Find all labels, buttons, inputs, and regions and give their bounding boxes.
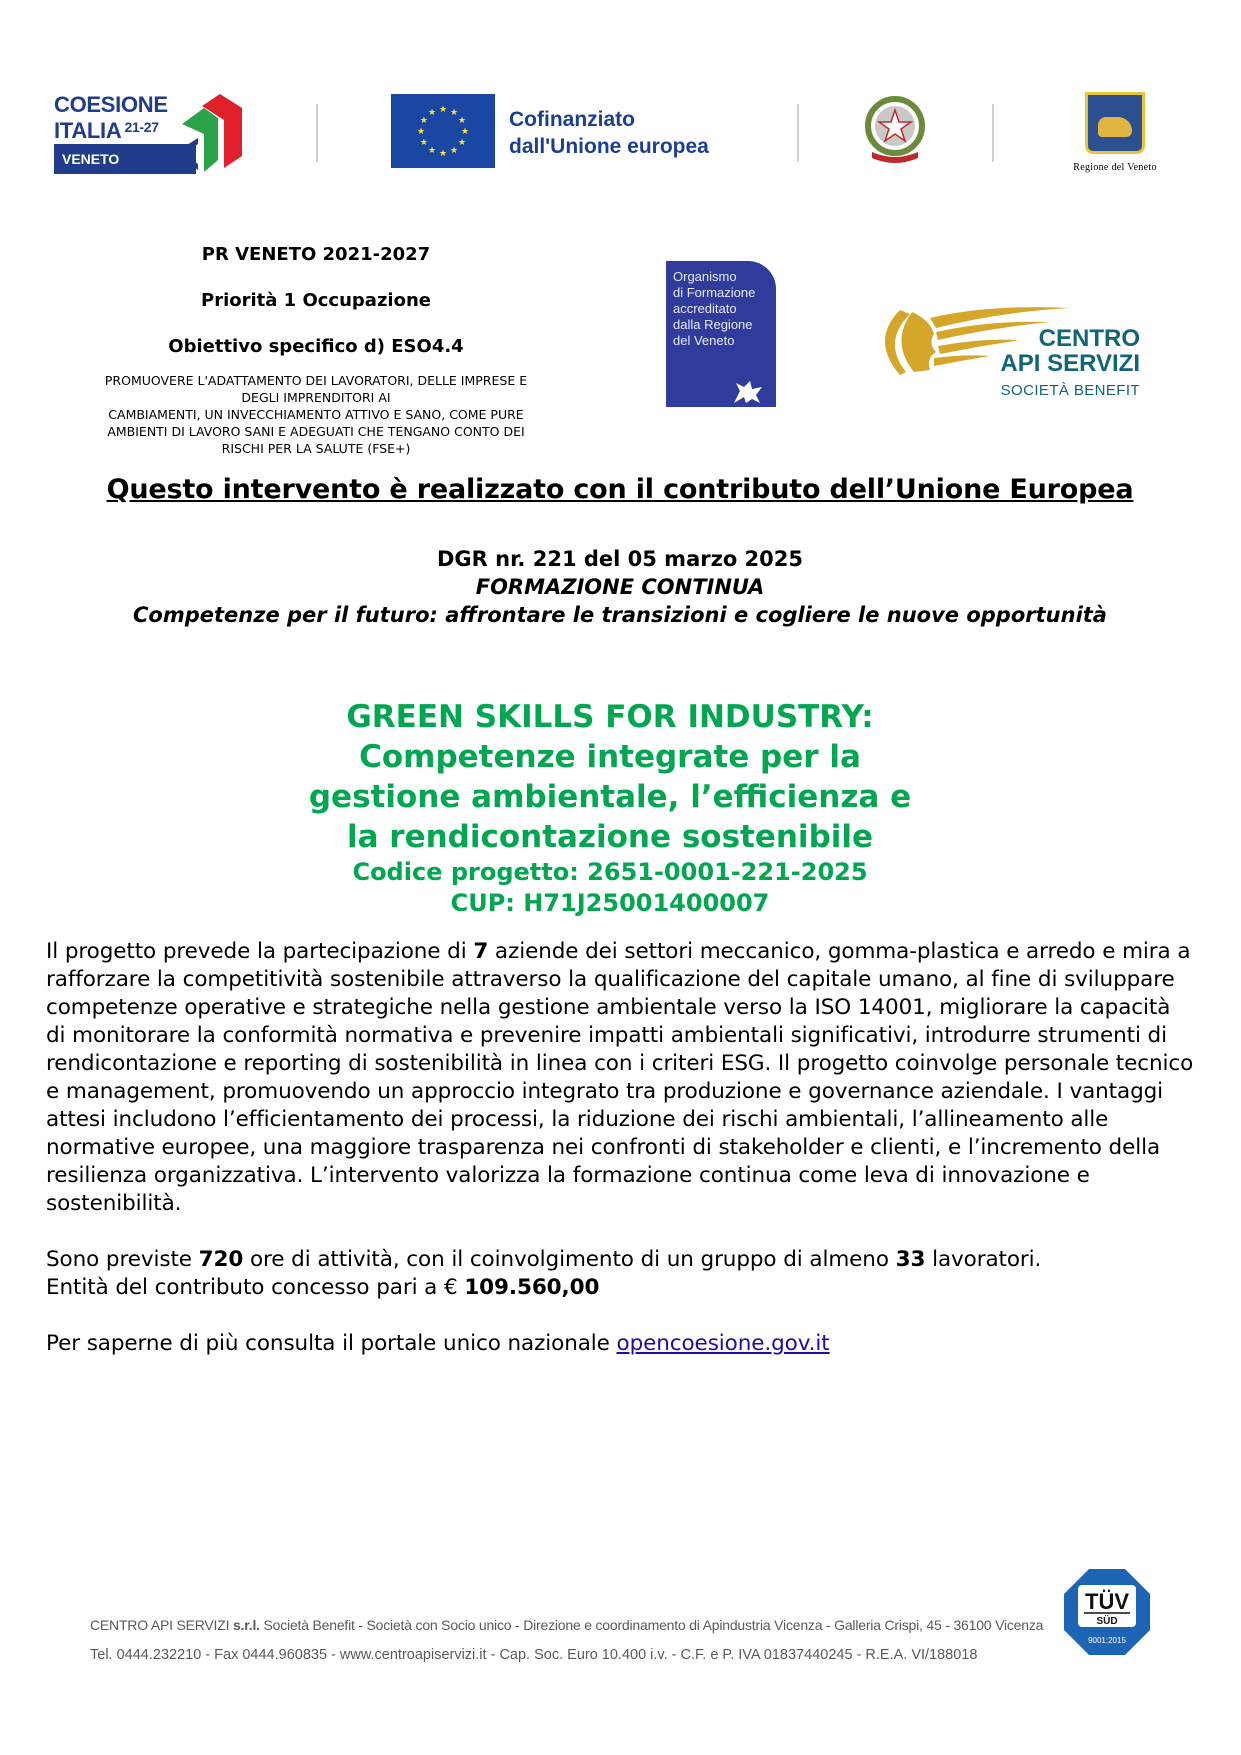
footer-company-line: CENTRO API SERVIZI s.r.l. Società Benefit - Società con Socio unico - Direzione e coordinamento di Apindustria Vicenza - Galleria Crispi, 45 - 36100 Vicenza bbox=[90, 1617, 1044, 1633]
logo-separator bbox=[992, 104, 994, 162]
tuv-cert-number: 9001:2015 bbox=[1088, 1636, 1126, 1645]
logo-row bbox=[0, 86, 1241, 186]
coesione-italia-logo bbox=[54, 94, 254, 180]
programme-block bbox=[66, 244, 566, 457]
eu-star-icon: ★ bbox=[416, 127, 426, 137]
project-title-line: gestione ambientale, l’efficienza e bbox=[308, 779, 912, 815]
project-title-line: la rendicontazione sostenibile bbox=[346, 819, 874, 855]
footer bbox=[90, 1610, 1050, 1670]
dgr-block bbox=[40, 545, 1200, 629]
eu-star-icon: ★ bbox=[427, 107, 437, 118]
eu-star-icon: ★ bbox=[427, 146, 437, 157]
project-cup: CUP: H71J25001400007 bbox=[450, 889, 770, 917]
eu-star-icon: ★ bbox=[460, 127, 470, 137]
dgr-call-name: FORMAZIONE CONTINUA bbox=[475, 575, 765, 599]
coesione-region-band: VENETO bbox=[54, 144, 196, 174]
accredited-training-body-logo: Organismo di Formazione accreditato dalla Regione del Veneto bbox=[666, 261, 776, 407]
programme-description: PROMUOVERE L'ADATTAMENTO DEI LAVORATORI, DELLE IMPRESE E DEGLI IMPRENDITORI AI CAMBIAMENTI, UN INVECCHIAMENTO ATTIVO E SANO, COME PURE AMBIENTI DI LAVORO SANI E ADEGUATI CHE TENGANO CONTO DEI RISCHI PER LA SALUTE (FSE+) bbox=[104, 373, 528, 456]
winged-lion-icon bbox=[730, 379, 766, 405]
project-description bbox=[46, 938, 1196, 1386]
companies-count: 7 bbox=[473, 939, 489, 964]
hours-count: 720 bbox=[198, 1247, 244, 1272]
coesione-years: 21-27 bbox=[124, 119, 159, 135]
italian-republic-emblem-icon bbox=[864, 96, 926, 170]
eu-star-icon: ★ bbox=[438, 149, 448, 159]
centro-name: CENTRO API SERVIZI bbox=[1000, 325, 1140, 377]
eu-contribution-heading: Questo intervento è realizzato con il contributo dell’Unione Europea bbox=[106, 474, 1134, 505]
coesione-line2: ITALIA $^{21-27}$ bbox=[54, 118, 159, 143]
logo-separator bbox=[797, 104, 799, 162]
eu-star-icon: ★ bbox=[438, 105, 448, 115]
project-title-block bbox=[240, 697, 980, 919]
regione-veneto-label: Regione del Veneto bbox=[1073, 162, 1157, 173]
logo-separator bbox=[316, 104, 318, 162]
coesione-line1: COESIONE bbox=[54, 92, 168, 117]
eu-star-icon: ★ bbox=[458, 138, 467, 148]
eu-star-icon: ★ bbox=[449, 107, 459, 118]
programme-title: PR VENETO 2021-2027 bbox=[201, 244, 431, 265]
contribution-amount: 109.560,00 bbox=[464, 1275, 600, 1300]
project-title-line: Competenze integrate per la bbox=[359, 739, 861, 775]
project-title-line: GREEN SKILLS FOR INDUSTRY: bbox=[346, 699, 874, 735]
description-paragraph: Il progetto prevede la partecipazione di 7 aziende dei settori meccanico, gomma-plastica e arredo e mira a rafforzare la competitività sostenibile attraverso la qualificazione del capitale umano, al fine di sviluppare competenze operative e strategiche nella gestione ambientale verso la ISO 14001, migliorare la capacità di monitorare la conformità normativa e prevenire impatti ambientali significativi, introdurre strumenti di rendicontazione e reporting di sostenibilità in linea con i criteri ESG. Il progetto coinvolge personale tecnico e management, promuovendo un approccio integrato tra produzione e governance aziendale. I vantaggi attesi includono l’efficientamento dei processi, la riduzione dei rischi ambientali, l’allineamento alle normative europee, una maggiore trasparenza nei confronti di stakeholder e clienti, e l’incremento della resilienza organizzativa. L’intervento valorizza la formazione continua come leva di innovazione e sostenibilità. bbox=[46, 939, 1194, 1216]
eu-star-icon: ★ bbox=[419, 138, 428, 148]
tuv-sud-label: SÜD bbox=[1096, 1616, 1118, 1627]
coesione-arrows-icon bbox=[174, 94, 244, 174]
programme-objective: Obiettivo specifico d) ESO4.4 bbox=[168, 336, 464, 357]
project-code: Codice progetto: 2651-0001-221-2025 bbox=[352, 858, 868, 886]
centro-subtitle: SOCIETÀ BENEFIT bbox=[1000, 382, 1140, 399]
lion-of-st-mark-icon bbox=[1085, 92, 1145, 154]
regione-veneto-logo bbox=[1060, 92, 1170, 173]
dgr-reference: DGR nr. 221 del 05 marzo 2025 bbox=[436, 547, 804, 571]
tuv-sud-certification-badge bbox=[1062, 1567, 1152, 1661]
workers-count: 33 bbox=[895, 1247, 926, 1272]
more-info-paragraph: Per saperne di più consulta il portale unico nazionale opencoesione.gov.it bbox=[46, 1331, 830, 1356]
centro-api-servizi-logo bbox=[870, 300, 1140, 400]
footer-contacts-line: Tel. 0444.232210 - Fax 0444.960835 - www.centroapiservizi.it - Cap. Soc. Euro 10.400 i.v. - C.F. e P. IVA 01837440245 - R.E.A. VI/188018 bbox=[90, 1647, 978, 1663]
figures-paragraph: Sono previste 720 ore di attività, con il coinvolgimento di un gruppo di almeno 33 lavoratori. Entità del contributo concesso pari a € 109.560,00 bbox=[46, 1247, 1042, 1300]
dgr-call-subtitle: Competenze per il futuro: affrontare le transizioni e cogliere le nuove opportunità bbox=[133, 603, 1107, 627]
eu-star-icon: ★ bbox=[458, 116, 467, 126]
programme-priority: Priorità 1 Occupazione bbox=[201, 290, 431, 311]
opencoesione-link[interactable]: opencoesione.gov.it bbox=[616, 1331, 830, 1356]
tuv-label: TÜV bbox=[1085, 1589, 1129, 1614]
eu-star-icon: ★ bbox=[419, 116, 428, 126]
eu-star-icon: ★ bbox=[449, 146, 459, 157]
eu-flag-icon bbox=[391, 94, 495, 168]
eu-cofinanced-text: Cofinanziato dall'Unione europea bbox=[509, 108, 709, 158]
